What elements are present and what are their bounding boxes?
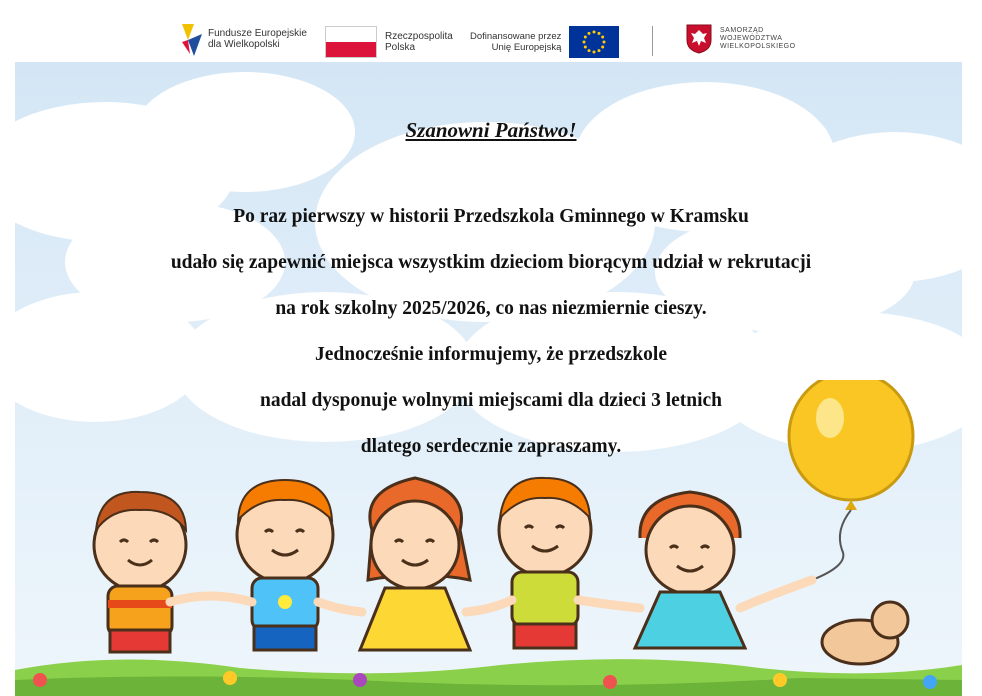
greeting-heading: Szanowni Państwo! — [405, 118, 577, 142]
samorzad-logo — [686, 24, 796, 54]
letter-line-5: nadal dysponuje wolnymi miejscami dla dzieci 3 letnich — [259, 390, 723, 411]
letter-line-3: na rok szkolny 2025/2026, co nas niezmiernie cieszy. — [275, 298, 707, 319]
kid-4 — [499, 478, 591, 648]
fe-star-icon — [180, 20, 204, 58]
sw-line2: WOJEWÓDZTWA — [720, 35, 783, 42]
rp-line1: Rzeczpospolita — [385, 31, 453, 42]
eagle-crest-icon — [686, 24, 712, 54]
letter-line-6: dlatego serdecznie zapraszamy. — [360, 436, 622, 457]
ue-line2: Unię Europejską — [491, 42, 562, 53]
sw-line1: SAMORZĄD — [720, 27, 764, 34]
letter-line-4: Jednocześnie informujemy, że przedszkole — [314, 344, 667, 365]
letter-line-2: udało się zapewnić miejsca wszystkim dzieciom biorącym udział w rekrutacji — [170, 252, 812, 273]
fundusze-europejskie-logo — [180, 20, 307, 58]
logo-strip — [0, 0, 982, 62]
kid-3 — [360, 478, 470, 650]
kid-1 — [94, 492, 186, 652]
rp-line2: Polska — [385, 42, 416, 53]
ue-logo — [470, 26, 619, 58]
letter-line-1: Po raz pierwszy w historii Przedszkola Gminnego w Kramsku — [233, 206, 749, 227]
eu-flag-icon — [569, 26, 619, 58]
logo-separator — [652, 26, 653, 56]
rzeczpospolita-logo — [325, 26, 453, 58]
sw-line3: WIELKOPOLSKIEGO — [720, 43, 796, 50]
dog-icon — [822, 602, 908, 664]
kid-2 — [237, 480, 333, 650]
balloon-icon — [789, 380, 913, 580]
fe-line1: Fundusze Europejskie — [208, 28, 307, 39]
children-holding-hands-illustration — [0, 380, 982, 696]
ue-line1: Dofinansowane przez — [470, 31, 562, 42]
polish-flag-icon — [325, 26, 377, 58]
fe-line2: dla Wielkopolski — [208, 39, 280, 50]
kid-5 — [635, 492, 745, 648]
